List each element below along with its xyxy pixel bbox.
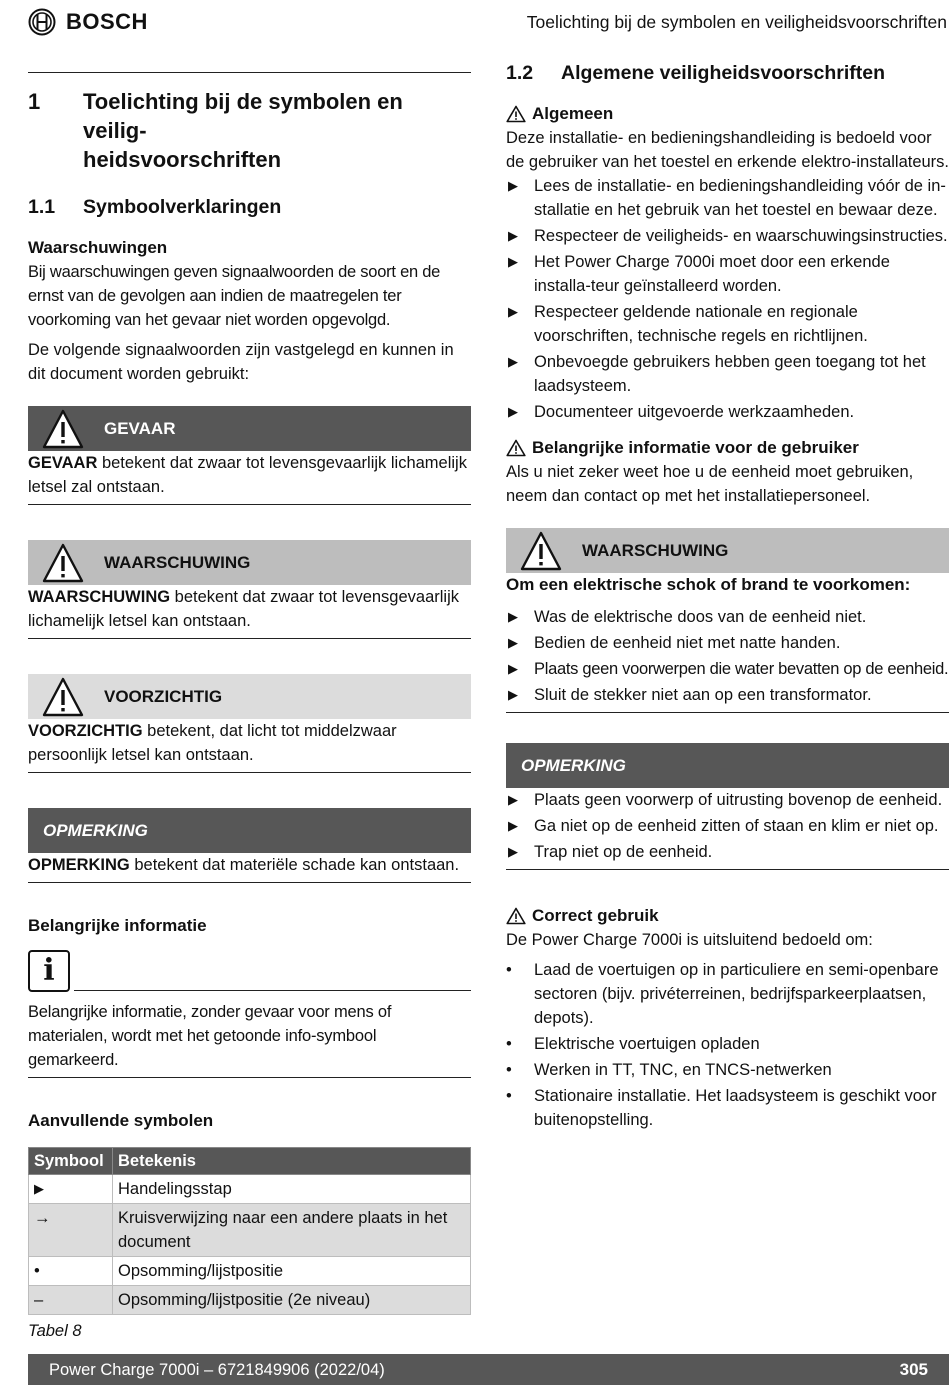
warnings-heading: Waarschuwingen	[28, 238, 168, 257]
list-item-text: Lees de installatie- en bedieningshandleiding vóór de in-stallatie en het gebruik van het toestel en bewaar deze.	[534, 177, 946, 219]
info-divider	[74, 990, 471, 991]
meaning-cell: Opsomming/lijstpositie (2e niveau)	[113, 1286, 471, 1315]
note-label: OPMERKING	[43, 820, 148, 840]
list-item	[506, 631, 949, 655]
list-item-text: Bedien de eenheid niet met natte handen.	[534, 634, 841, 652]
warning-triangle-icon	[520, 531, 562, 571]
warning-bar	[28, 540, 471, 585]
action-step-icon: ▶	[508, 687, 518, 702]
list-item-text: Het Power Charge 7000i moet door een erkende installa-teur geïnstalleerd worden.	[534, 253, 890, 295]
caution-bar	[28, 674, 471, 719]
warning-bar	[506, 528, 949, 573]
warning-triangle-icon	[42, 677, 84, 717]
bullet-icon: •	[506, 1035, 512, 1053]
list-item	[506, 840, 949, 864]
general-heading-text: Algemeen	[532, 104, 614, 123]
table-header-row	[29, 1148, 471, 1175]
note-word: OPMERKING	[28, 856, 130, 874]
action-step-icon: ▶	[508, 304, 518, 319]
note-label: OPMERKING	[521, 755, 626, 775]
list-item-text: Was de elektrische doos van de eenheid niet.	[534, 608, 867, 626]
subsection-heading	[506, 60, 949, 86]
table-header-meaning: Betekenis	[113, 1148, 471, 1175]
warnings-paragraph-2: De volgende signaalwoorden zijn vastgelegd en kunnen in dit document worden gebruikt:	[28, 341, 454, 383]
bullet-icon: •	[506, 1087, 512, 1105]
brand	[28, 8, 148, 36]
danger-description: betekent dat zwaar tot levensgevaarlijk lichamelijk letsel zal ontstaan.	[28, 454, 467, 496]
section-heading	[28, 87, 471, 174]
bosch-logo-icon	[28, 8, 56, 36]
footer	[28, 1354, 949, 1385]
left-column	[28, 72, 471, 1343]
note-bar	[506, 743, 949, 788]
list-item	[506, 605, 949, 629]
warning-triangle-icon	[506, 907, 526, 925]
list-item-text: Plaats geen voorwerpen die water bevatten op de eenheid.	[534, 660, 949, 678]
list-item-text: Laad de voertuigen op in particuliere en semi-openbare sectoren (bijv. privéterreinen, bedrijfsparkeerplaatsen, depots).	[534, 961, 939, 1027]
warning-text	[28, 585, 471, 639]
action-step-icon: ▶	[508, 609, 518, 624]
note-notice	[506, 743, 949, 870]
note-list	[506, 788, 949, 864]
list-item	[506, 1032, 949, 1056]
caution-word: VOORZICHTIG	[28, 722, 143, 740]
table-row	[29, 1175, 471, 1204]
list-item	[506, 1084, 949, 1132]
caution-text	[28, 719, 471, 773]
danger-bar	[28, 406, 471, 451]
user-info-heading	[506, 436, 949, 460]
action-step-icon: ▶	[508, 354, 518, 369]
action-step-icon: ▶	[508, 404, 518, 419]
action-step-icon: ▶	[508, 661, 518, 676]
table-row	[29, 1286, 471, 1315]
list-item	[506, 400, 949, 424]
list-item-text: Werken in TT, TNC, en TNCS-netwerken	[534, 1061, 832, 1079]
note-notice	[28, 808, 471, 883]
correct-use-heading-text: Correct gebruik	[532, 906, 659, 925]
warning-label: WAARSCHUWING	[582, 540, 729, 560]
info-symbol-row	[28, 950, 471, 992]
danger-word: GEVAAR	[28, 454, 98, 472]
user-info-text: Als u niet zeker weet hoe u de eenheid moet gebruiken, neem dan contact op met het installatiepersoneel.	[506, 463, 914, 505]
table-row	[29, 1204, 471, 1257]
correct-use-heading	[506, 904, 949, 928]
warning-heading: Om een elektrische schok of brand te voorkomen:	[506, 575, 911, 594]
bullet-icon: •	[506, 1061, 512, 1079]
warning-notice	[506, 528, 949, 713]
action-step-icon: ▶	[508, 635, 518, 650]
caution-description: betekent, dat licht tot middelzwaar persoonlijk letsel kan ontstaan.	[28, 722, 397, 764]
meaning-cell: Handelingsstap	[113, 1175, 471, 1204]
list-item-text: Plaats geen voorwerp of uitrusting bovenop de eenheid.	[534, 791, 943, 809]
symbol-cell: →	[29, 1204, 113, 1257]
action-step-icon: ▶	[508, 792, 518, 807]
list-item-text: Trap niet op de eenheid.	[534, 843, 713, 861]
warning-label: WAARSCHUWING	[104, 552, 251, 572]
footer-document-id: Power Charge 7000i – 6721849906 (2022/04)	[49, 1360, 385, 1379]
list-item	[506, 788, 949, 812]
running-header: Toelichting bij de symbolen en veiligheidsvoorschriften	[526, 12, 947, 32]
section-title-line-1: Toelichting bij de symbolen en veilig-	[83, 89, 403, 143]
list-item-text: Stationaire installatie. Het laadsysteem is geschikt voor buitenopstelling.	[534, 1087, 937, 1129]
warning-triangle-icon	[42, 409, 84, 449]
action-step-icon: ▶	[508, 178, 518, 193]
warning-list	[506, 605, 949, 707]
brand-name: BOSCH	[66, 9, 148, 34]
subsection-title: Algemene veiligheidsvoorschriften	[561, 62, 886, 84]
important-info-heading: Belangrijke informatie	[28, 916, 207, 935]
list-item-text: Onbevoegde gebruikers hebben geen toegang tot het laadsysteem.	[534, 353, 926, 395]
note-bar	[28, 808, 471, 853]
warning-description: betekent dat zwaar tot levensgevaarlijk lichamelijk letsel kan ontstaan.	[28, 588, 459, 630]
bullet-icon: •	[506, 961, 512, 979]
table-header-symbol: Symbool	[29, 1148, 113, 1175]
danger-label: GEVAAR	[104, 418, 176, 438]
list-item-text: Sluit de stekker niet aan op een transformator.	[534, 686, 872, 704]
table-caption: Tabel 8	[28, 1322, 82, 1340]
list-item-text: Respecteer geldende nationale en regionale voorschriften, technische regels en richtlijnen.	[534, 303, 868, 345]
page-number: 305	[899, 1359, 928, 1379]
list-item-text: Elektrische voertuigen opladen	[534, 1035, 760, 1053]
action-step-icon: ▶	[508, 844, 518, 859]
note-content	[506, 788, 949, 870]
warning-triangle-icon	[42, 543, 84, 583]
symbol-cell: ▶	[29, 1175, 113, 1204]
general-text: Deze installatie- en bedieningshandleiding is bedoeld voor de gebruiker van het toestel en erkende elektro-installateurs.	[506, 129, 950, 171]
symbols-table	[28, 1147, 471, 1315]
subsection-number: 1.1	[28, 196, 56, 218]
list-item	[506, 250, 949, 298]
action-step-icon: ▶	[508, 228, 518, 243]
list-item	[506, 1058, 949, 1082]
subsection-heading	[28, 194, 471, 220]
important-info-text: Belangrijke informatie, zonder gevaar voor mens of materialen, wordt met het getoonde info-symbool gemarkeerd.	[28, 1000, 471, 1078]
section-title	[83, 87, 471, 174]
caution-label: VOORZICHTIG	[104, 686, 223, 706]
note-description: betekent dat materiële schade kan ontstaan.	[129, 856, 460, 874]
correct-use-text: De Power Charge 7000i is uitsluitend bedoeld om:	[506, 931, 873, 949]
list-item	[506, 174, 949, 222]
warning-word: WAARSCHUWING	[28, 588, 171, 606]
general-list	[506, 174, 949, 424]
table-row	[29, 1257, 471, 1286]
list-item	[506, 657, 949, 681]
list-item-text: Respecteer de veiligheids- en waarschuwingsinstructies.	[534, 227, 948, 245]
general-heading	[506, 102, 949, 126]
meaning-cell: Opsomming/lijstpositie	[113, 1257, 471, 1286]
list-item-text: Ga niet op de eenheid zitten of staan en klim er niet op.	[534, 817, 939, 835]
note-text	[28, 853, 471, 883]
symbol-cell: •	[29, 1257, 113, 1286]
right-column	[506, 60, 949, 1134]
list-item	[506, 814, 949, 838]
list-item	[506, 224, 949, 248]
action-step-icon: ▶	[508, 254, 518, 269]
additional-symbols-heading: Aanvullende symbolen	[28, 1111, 214, 1130]
warning-triangle-icon	[506, 105, 526, 123]
user-info-heading-text: Belangrijke informatie voor de gebruiker	[532, 438, 859, 457]
subsection-title: Symboolverklaringen	[83, 196, 282, 218]
warning-triangle-icon	[506, 439, 526, 457]
warning-content	[506, 573, 949, 713]
list-item	[506, 350, 949, 398]
list-item	[506, 300, 949, 348]
warning-notice	[28, 540, 471, 639]
info-icon: i	[28, 950, 70, 992]
symbol-cell: –	[29, 1286, 113, 1315]
section-title-line-2: heidsvoorschriften	[83, 147, 282, 172]
list-item	[506, 958, 949, 1030]
meaning-cell: Kruisverwijzing naar een andere plaats in het document	[113, 1204, 471, 1257]
danger-notice	[28, 406, 471, 505]
subsection-number: 1.2	[506, 62, 534, 84]
action-step-icon: ▶	[508, 818, 518, 833]
warnings-paragraph-1: Bij waarschuwingen geven signaalwoorden de soort en de ernst van de gevolgen aan indien de maatregelen ter voorkoming van het gevaar niet worden opgevolgd.	[28, 263, 441, 329]
caution-notice	[28, 674, 471, 773]
correct-use-list	[506, 958, 949, 1132]
list-item	[506, 683, 949, 707]
list-item-text: Documenteer uitgevoerde werkzaamheden.	[534, 403, 855, 421]
section-number: 1	[28, 89, 41, 114]
danger-text	[28, 451, 471, 505]
